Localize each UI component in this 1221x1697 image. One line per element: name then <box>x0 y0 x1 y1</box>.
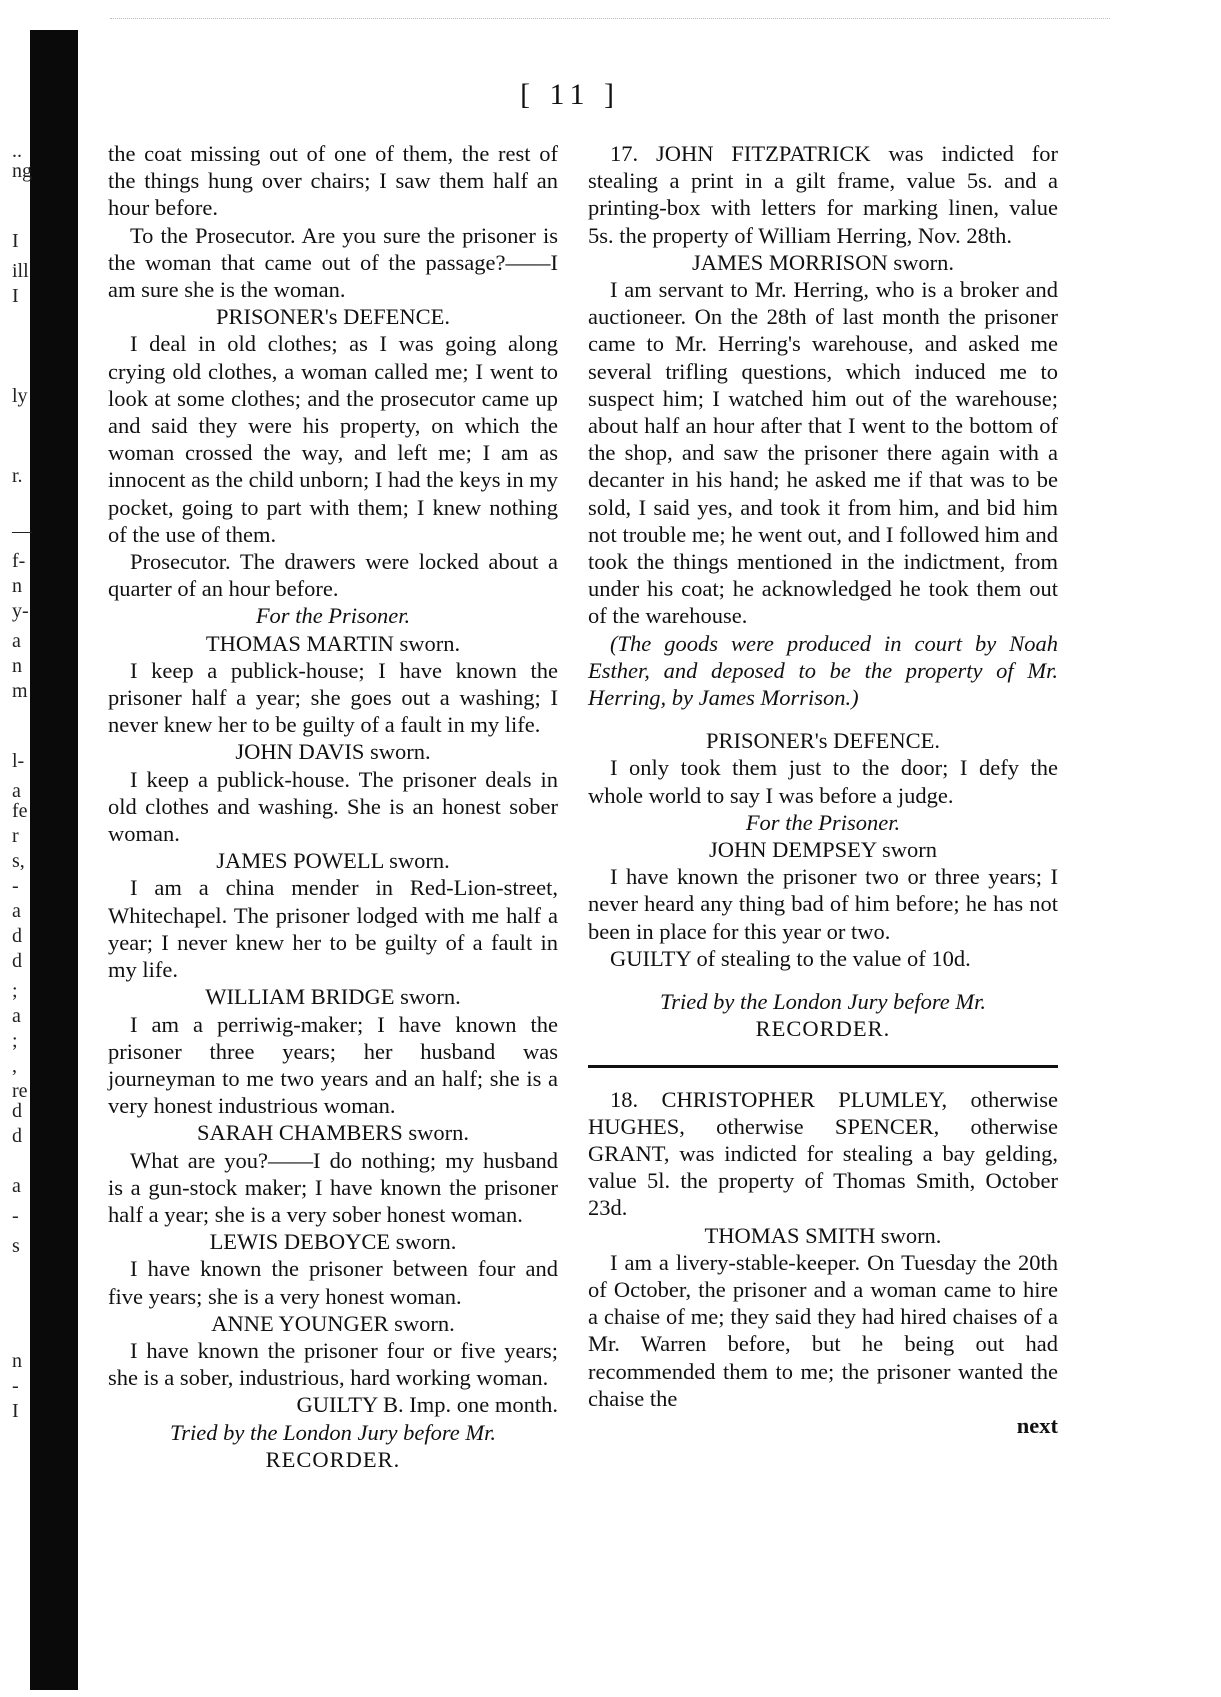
heading: JAMES POWELL sworn. <box>216 848 450 874</box>
paragraph: I am a livery-stable-keeper. On Tuesday the 20th of October, the prisoner and a woman came to hire a chaise of me; they said they had hired chaises of a Mr. Warren before, but he being out had recommended them to me; the prisoner wanted the chaise the <box>588 1249 1058 1411</box>
margin-fragment: - <box>12 1375 19 1397</box>
paragraph: 18. CHRISTOPHER PLUMLEY, otherwise HUGHES, otherwise SPENCER, otherwise GRANT, was indicted for stealing a bay gelding, value 5l. the property of Thomas Smith, October 23d. <box>588 1086 1058 1221</box>
paragraph: I am servant to Mr. Herring, who is a broker and auctioneer. On the 28th of last month the prisoner came to Mr. Herring's warehouse, and asked me several trifling questions, which induced me to suspect him; I watched him out of the warehouse; about half an hour after that I went to the bottom of the shop, and saw the prisoner there again with a decanter in his hand; he asked me if that was to be sold, I said yes, and took it from him, and bid him not trouble me; he went out, and I followed him and took the things mentioned in the indictment, from under his coat; he acknowledged he took them out of the warehouse. <box>588 277 1058 629</box>
margin-fragment: I <box>12 230 19 252</box>
paragraph: GUILTY of stealing to the value of 10d. <box>610 945 971 971</box>
paragraph: I am a perriwig-maker; I have known the prisoner three years; her husband was journeyman to me two years and an half; she is a very honest industrious woman. <box>108 1011 558 1119</box>
paragraph: I keep a publick-house; I have known the prisoner half a year; she goes out a washing; I never knew her to be guilty of a fault in my life. <box>108 657 558 738</box>
margin-fragment: n <box>12 575 22 597</box>
paragraph: I have known the prisoner between four and five years; she is a very honest woman. <box>108 1256 558 1309</box>
paragraph: I have known the prisoner four or five years; she is a sober, industrious, hard working woman. <box>108 1337 558 1391</box>
margin-fragment: - <box>12 1205 19 1227</box>
heading: PRISONER's DEFENCE. <box>705 728 941 754</box>
heading: LEWIS DEBOYCE sworn. <box>209 1229 457 1255</box>
subheading: For the Prisoner. <box>255 603 411 629</box>
subheading: Tried by the London Jury before Mr. <box>659 989 986 1015</box>
heading: SARAH CHAMBERS sworn. <box>197 1120 469 1146</box>
subheading: Tried by the London Jury before Mr. <box>169 1419 496 1445</box>
margin-fragment: ; <box>12 980 18 1002</box>
margin-fragment: f- <box>12 550 26 572</box>
heading: JOHN DEMPSEY sworn <box>709 837 937 863</box>
margin-fragment: m <box>12 680 28 702</box>
paragraph: 17. JOHN FITZPATRICK was indicted for stealing a print in a gilt frame, value 5s. and a printing-box with letters for marking linen, value 5s. the property of William Herring, Nov. 28th. <box>588 141 1058 248</box>
heading: JOHN DAVIS sworn. <box>235 739 431 765</box>
margin-fragment: I <box>12 1400 19 1422</box>
margin-fragment: re <box>12 1080 28 1102</box>
margin-fragment: - <box>12 875 19 897</box>
margin-fragment: ly <box>12 385 28 407</box>
margin-fragment: .. <box>12 140 22 162</box>
margin-fragment: — <box>12 520 32 542</box>
paragraph: I am a china mender in Red-Lion-street, Whitechapel. The prisoner lodged with me half a year; I never knew her to be guilty of a fault in my life. <box>108 875 558 983</box>
margin-fragment: y- <box>12 600 29 622</box>
margin-fragment: a <box>12 780 21 802</box>
margin-fragment: r. <box>12 465 23 487</box>
paragraph: I only took them just to the door; I defy the whole world to say I was before a judge. <box>588 755 1058 808</box>
book-spine-shadow <box>30 30 78 1690</box>
margin-fragment: d <box>12 925 22 947</box>
margin-fragment: , <box>12 1055 17 1077</box>
recorder-line: RECORDER. <box>755 1016 891 1042</box>
paragraph: I have known the prisoner two or three years; I never heard any thing bad of him before; he has not been in place for this year or two. <box>588 864 1058 944</box>
margin-fragment: ; <box>12 1030 18 1052</box>
heading: JAMES MORRISON sworn. <box>692 249 954 275</box>
margin-fragment: I <box>12 285 19 307</box>
heading: ANNE YOUNGER sworn. <box>211 1310 455 1336</box>
recorder-line: RECORDER. <box>265 1446 401 1472</box>
page-number: [ 11 ] <box>520 78 620 111</box>
heading: THOMAS SMITH sworn. <box>704 1222 942 1248</box>
margin-fragment: ng <box>12 160 32 182</box>
verdict: GUILTY B. Imp. one month. <box>296 1392 558 1418</box>
paragraph: Prosecutor. The drawers were locked about a quarter of an hour before. <box>108 549 558 602</box>
heading: WILLIAM BRIDGE sworn. <box>205 984 461 1010</box>
margin-fragment: ill <box>12 260 29 282</box>
margin-fragment: r <box>12 825 19 847</box>
margin-fragment: s, <box>12 850 25 872</box>
margin-fragment: s <box>12 1235 20 1257</box>
catchword: next <box>1016 1412 1058 1438</box>
heading: PRISONER's DEFENCE. <box>215 304 451 330</box>
paragraph: I keep a publick-house. The prisoner deals in old clothes and washing. She is an honest sober woman. <box>108 766 558 847</box>
note: (The goods were produced in court by Noah Esther, and deposed to be the property of Mr. Herring, by James Morrison.) <box>588 630 1058 711</box>
margin-fragment: a <box>12 1175 21 1197</box>
spacer <box>588 711 1058 727</box>
subheading: For the Prisoner. <box>745 809 901 835</box>
margin-fragment: d <box>12 1100 22 1122</box>
margin-fragment: d <box>12 1125 22 1147</box>
margin-fragment: n <box>12 1350 22 1372</box>
paragraph: the coat missing out of one of them, the rest of the things hung over chairs; I saw them half an hour before. <box>108 141 558 221</box>
paragraph: What are you?——I do nothing; my husband is a gun-stock maker; I have known the prisoner half a year; she is a very sober honest woman. <box>108 1147 558 1227</box>
paragraph: I deal in old clothes; as I was going along crying old clothes, a woman called me; I went to look at some clothes; and the prosecutor came up and said they were his property, on which the woman crossed the way, and left me; I am as innocent as the child unborn; I had the keys in my pocket, going to part with them; I knew nothing of the use of them. <box>108 331 558 547</box>
spacer <box>588 972 1058 988</box>
right-column <box>588 140 1058 1439</box>
section-rule <box>588 1065 1058 1068</box>
margin-fragment: a <box>12 1005 21 1027</box>
margin-fragment: n <box>12 655 22 677</box>
margin-fragment: d <box>12 950 22 972</box>
margin-fragment: l- <box>12 750 25 772</box>
margin-fragment: a <box>12 900 21 922</box>
scan-speckle <box>110 18 1110 29</box>
margin-fragment: fe <box>12 800 28 822</box>
heading: THOMAS MARTIN sworn. <box>205 630 461 656</box>
left-column <box>108 140 558 1473</box>
paragraph: To the Prosecutor. Are you sure the prisoner is the woman that came out of the passage?——I am sure she is the woman. <box>108 222 558 303</box>
margin-fragment: a <box>12 630 21 652</box>
